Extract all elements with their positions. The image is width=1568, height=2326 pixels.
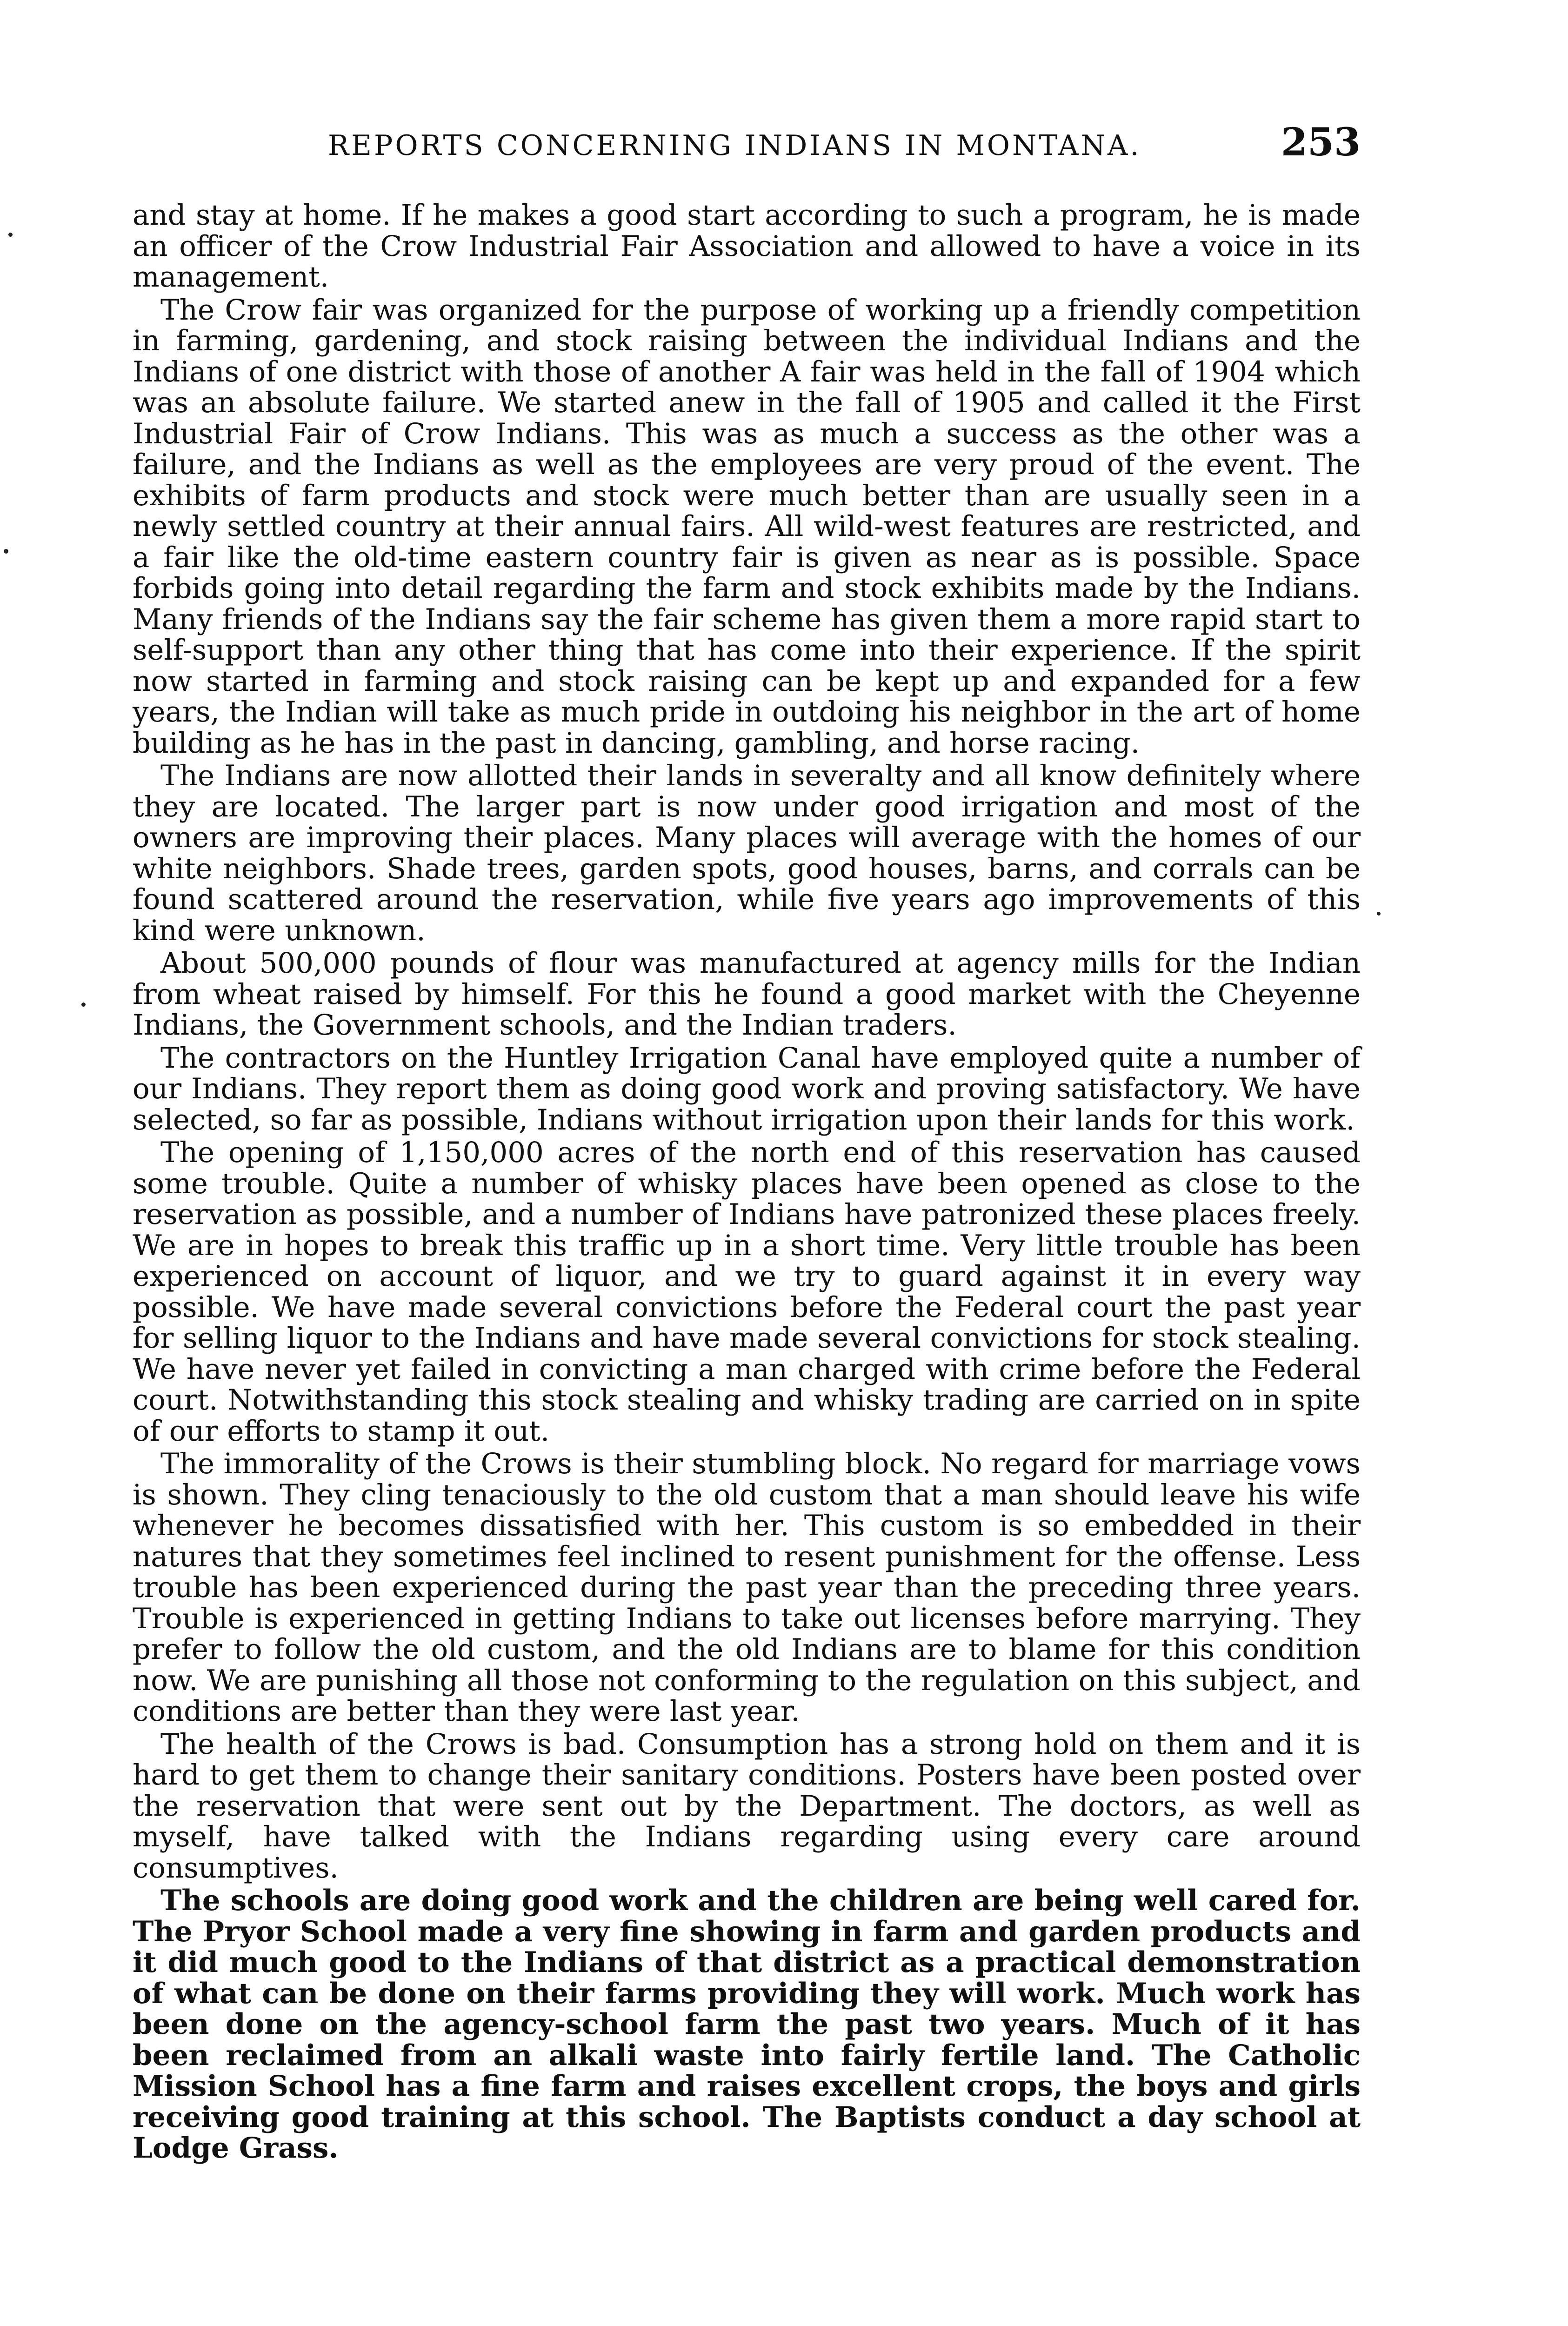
paragraph-irrigation-canal: The contractors on the Huntley Irrigation Canal have employed quite a number of our Indians. They report them as doing good work and proving satisfactory. We have selected, so far as possible, Indians without irrigation upon their lands for this work. [133,1041,1361,1136]
paragraph-allotments: The Indians are now allotted their lands in severalty and all know definitely where they are located. The larger part is now under good irrigation and most of the owners are improving their places. Many places will average with the homes of our white neighbors. Shade trees, garden spots, good houses, barns, and corrals can be found scattered around the reservation, while five years ago improvements of this kind were unknown. [133,759,1361,947]
scan-speck [8,233,13,237]
page-number: 253 [1281,120,1361,165]
paragraph-crow-fair: The Crow fair was organized for the purpose of working up a friendly competition in farming, gardening, and stock raising between the individual Indians and the Indians of one district with those of another A fair was held in the fall of 1904 which was an absolute failure. We started anew in the fall of 1905 and called it the First Industrial Fair of Crow Indians. This was as much a success as the other was a failure, and the Indians as well as the employees are very proud of the event. The exhibits of farm products and stock were much better than are usually seen in a newly settled country at their annual fairs. All wild-west features are restricted, and a fair like the old-time eastern country fair is given as near as is possible. Space forbids going into detail regarding the farm and stock exhibits made by the Indians. Many friends of the Indians say the fair scheme has given them a more rapid start to self-support than any other thing that has come into their experience. If the spirit now started in farming and stock raising can be kept up and expanded for a few years, the Indian will take as much pride in outdoing his neighbor in the art of home building as he has in the past in dancing, gambling, and horse racing. [133,293,1361,760]
running-head: REPORTS CONCERNING INDIANS IN MONTANA. [328,129,1141,162]
paragraph-immorality: The immorality of the Crows is their stumbling block. No regard for marriage vows is shown. They cling tenaciously to the old custom that a man should leave his wife whenever he becomes dissatisfied with her. This custom is so embedded in their natures that they sometimes feel inclined to resent punishment for the offense. Less trouble has been experienced during the past year than the preceding three years. Trouble is experienced in getting Indians to take out licenses before marrying. They prefer to follow the old custom, and the old Indians are to blame for this condition now. We are punishing all those not conforming to the regulation on this subject, and conditions are better than they were last year. [133,1447,1361,1728]
body-text [133,200,1361,2166]
scan-speck [1377,912,1381,916]
paragraph-health: The health of the Crows is bad. Consumption has a strong hold on them and it is hard to get them to change their sanitary conditions. Posters have been posted over the reservation that were sent out by the Department. The doctors, as well as myself, have talked with the Indians regarding using every care around consumptives. [133,1727,1361,1885]
scan-speck [4,549,8,554]
paragraph-reservation-opening: The opening of 1,150,000 acres of the north end of this reservation has caused some trouble. Quite a number of whisky places have been opened as close to the reservation as possible, and a number of Indians have patronized these places freely. We are in hopes to break this traffic up in a short time. Very little trouble has been experienced on account of liquor, and we try to guard against it in every way possible. We have made several convictions before the Federal court the past year for selling liquor to the Indians and have made several convictions for stock stealing. We have never yet failed in convicting a man charged with crime before the Federal court. Notwithstanding this stock stealing and whisky trading are carried on in spite of our efforts to stamp it out. [133,1136,1361,1448]
scan-speck [81,1003,86,1007]
page-header [133,120,1361,176]
paragraph-flour: About 500,000 pounds of flour was manufactured at agency mills for the Indian from wheat raised by himself. For this he found a good market with the Cheyenne Indians, the Government schools, and the Indian traders. [133,947,1361,1042]
paragraph-continued: and stay at home. If he makes a good start according to such a program, he is made an officer of the Crow Industrial Fair Association and allowed to have a voice in its management. [133,199,1361,294]
paragraph-schools: The schools are doing good work and the children are being well cared for. The Pryor School made a very fine showing in farm and garden products and it did much good to the Indians of that district as a practical demonstration of what can be done on their farms providing they will work. Much work has been done on the agency-school farm the past two years. Much of it has been reclaimed from an alkali waste into fairly fertile land. The Catholic Mission School has a fine farm and raises excellent crops, the boys and girls receiving good training at this school. The Baptists conduct a day school at Lodge Grass. [133,1884,1361,2165]
